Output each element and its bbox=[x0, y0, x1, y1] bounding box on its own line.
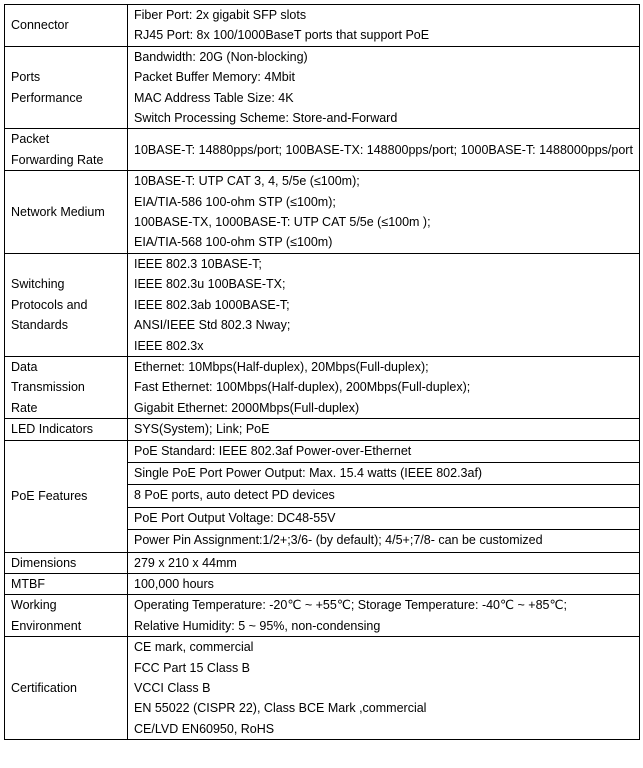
row-label: Working Environment bbox=[5, 595, 128, 637]
row-value: CE mark, commercial FCC Part 15 Class B VCCI Class B EN 55022 (CISPR 22), Class BCE Mark ,commercial CE/LVD EN60950, RoHS bbox=[128, 637, 640, 740]
row-value: IEEE 802.3 10BASE-T; IEEE 802.3u 100BASE-TX; IEEE 802.3ab 1000BASE-T; ANSI/IEEE Std 802.3 Nway; IEEE 802.3x bbox=[128, 253, 640, 356]
row-poe-features-1 bbox=[5, 440, 640, 462]
row-label: PoE Features bbox=[5, 440, 128, 552]
row-label: Network Medium bbox=[5, 171, 128, 254]
row-label: Switching Protocols and Standards bbox=[5, 253, 128, 356]
row-value: Power Pin Assignment:1/2+;3/6- (by default); 4/5+;7/8- can be customized bbox=[128, 530, 640, 552]
row-led-indicators bbox=[5, 419, 640, 440]
row-label: MTBF bbox=[5, 573, 128, 594]
row-value: 10BASE-T: 14880pps/port; 100BASE-TX: 148800pps/port; 1000BASE-T: 1488000pps/port bbox=[128, 129, 640, 171]
row-ports-performance bbox=[5, 46, 640, 129]
row-value: 8 PoE ports, auto detect PD devices bbox=[128, 485, 640, 507]
row-value: Operating Temperature: -20℃ ~ +55℃; Storage Temperature: -40℃ ~ +85℃; Relative Humidity: 5 ~ 95%, non-condensing bbox=[128, 595, 640, 637]
row-label: Certification bbox=[5, 637, 128, 740]
row-switching-protocols bbox=[5, 253, 640, 356]
row-value: Fiber Port: 2x gigabit SFP slots RJ45 Port: 8x 100/1000BaseT ports that support PoE bbox=[128, 5, 640, 47]
row-value: PoE Standard: IEEE 802.3af Power-over-Ethernet bbox=[128, 440, 640, 462]
row-data-transmission-rate bbox=[5, 356, 640, 418]
row-value: Single PoE Port Power Output: Max. 15.4 watts (IEEE 802.3af) bbox=[128, 462, 640, 484]
row-dimensions bbox=[5, 552, 640, 573]
row-mtbf bbox=[5, 573, 640, 594]
row-value: 10BASE-T: UTP CAT 3, 4, 5/5e (≤100m); EIA/TIA-586 100-ohm STP (≤100m); 100BASE-TX, 1000BASE-T: UTP CAT 5/5e (≤100m ); EIA/TIA-568 100-ohm STP (≤100m) bbox=[128, 171, 640, 254]
row-label: Connector bbox=[5, 5, 128, 47]
row-network-medium bbox=[5, 171, 640, 254]
row-value: SYS(System); Link; PoE bbox=[128, 419, 640, 440]
row-value: Bandwidth: 20G (Non-blocking) Packet Buffer Memory: 4Mbit MAC Address Table Size: 4K Switch Processing Scheme: Store-and-Forward bbox=[128, 46, 640, 129]
row-label: LED Indicators bbox=[5, 419, 128, 440]
row-value: 100,000 hours bbox=[128, 573, 640, 594]
row-certification bbox=[5, 637, 640, 740]
row-working-environment bbox=[5, 595, 640, 637]
row-value: 279 x 210 x 44mm bbox=[128, 552, 640, 573]
row-label: Data Transmission Rate bbox=[5, 356, 128, 418]
row-value: Ethernet: 10Mbps(Half-duplex), 20Mbps(Full-duplex); Fast Ethernet: 100Mbps(Half-duplex), 200Mbps(Full-duplex); Gigabit Ethernet: 2000Mbps(Full-duplex) bbox=[128, 356, 640, 418]
row-label: Packet Forwarding Rate bbox=[5, 129, 128, 171]
row-packet-forwarding-rate bbox=[5, 129, 640, 171]
row-connector bbox=[5, 5, 640, 47]
row-value: PoE Port Output Voltage: DC48-55V bbox=[128, 507, 640, 529]
row-label: Ports Performance bbox=[5, 46, 128, 129]
row-label: Dimensions bbox=[5, 552, 128, 573]
spec-table bbox=[4, 4, 640, 740]
